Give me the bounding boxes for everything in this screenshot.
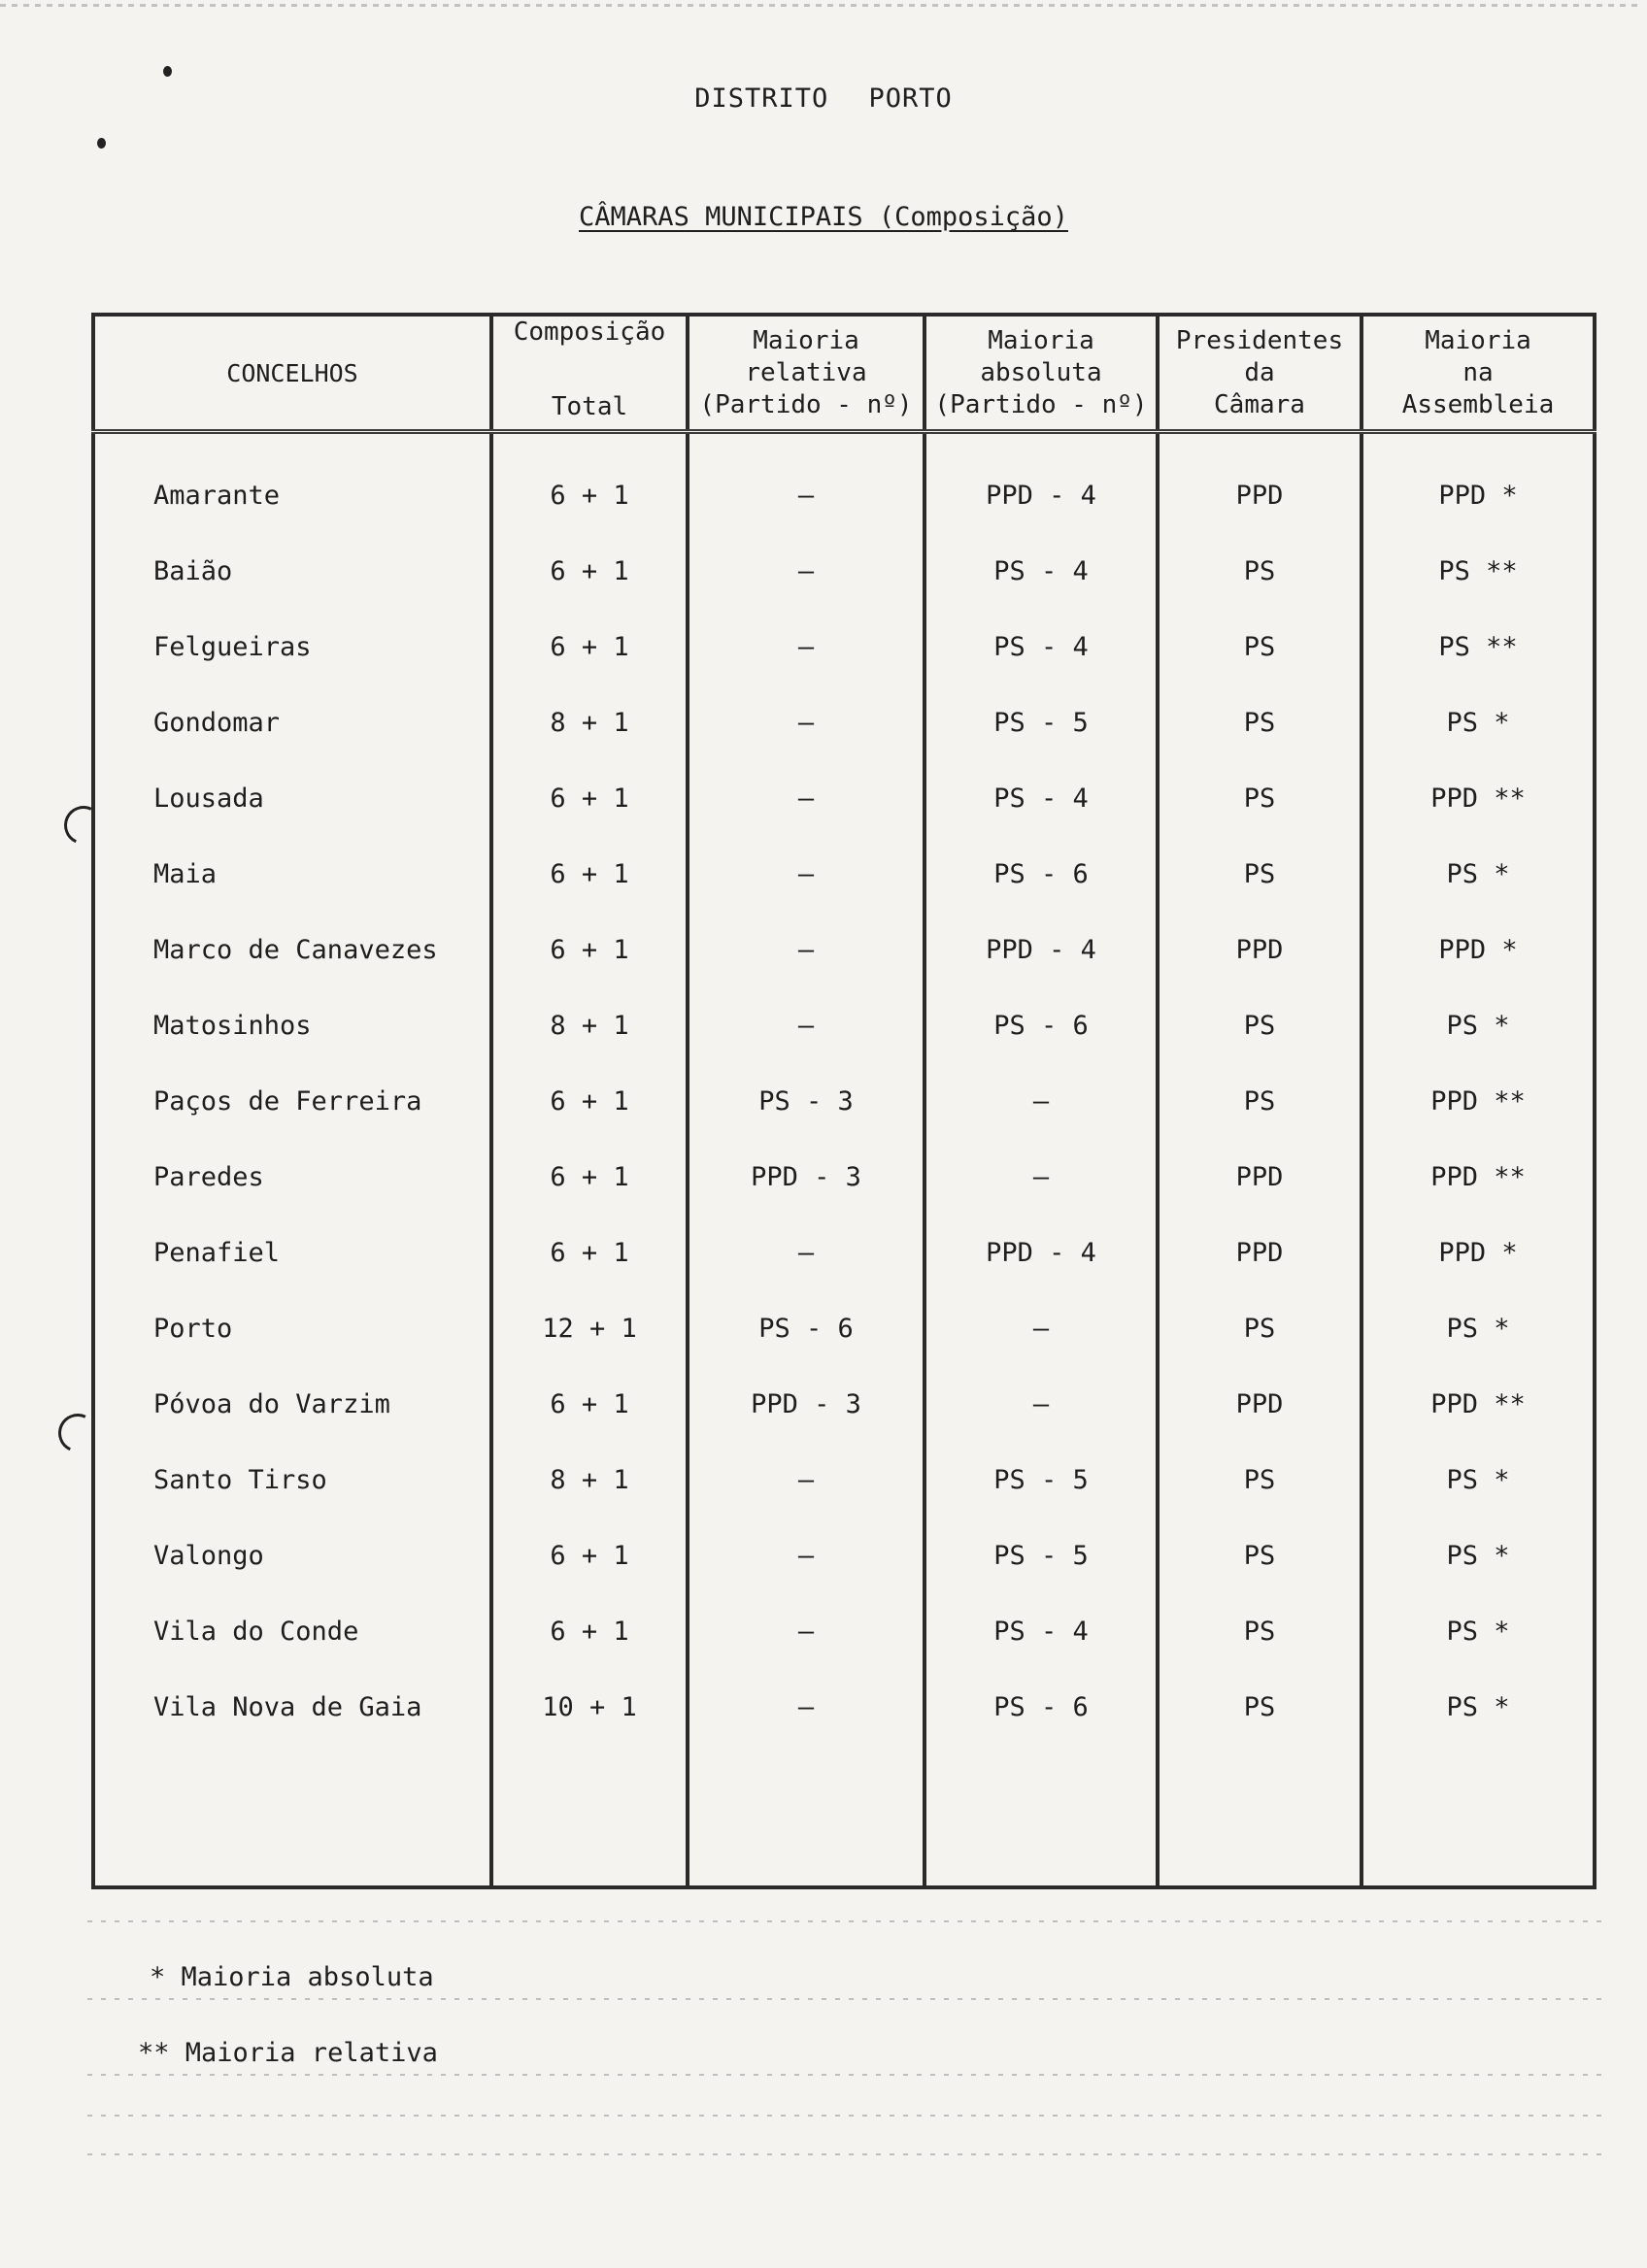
district-name: PORTO xyxy=(868,83,953,114)
cell-maioria-relativa: — xyxy=(688,432,924,534)
cell-concelho: Valongo xyxy=(93,1518,491,1593)
cell-assembleia: PPD ** xyxy=(1430,1388,1526,1419)
column-header-label: (Partido - nº) xyxy=(699,389,913,419)
column-header-label: Composição xyxy=(513,317,666,347)
cell-maioria-absoluta: PS - 5 xyxy=(924,684,1158,760)
cell-maioria-relativa: — xyxy=(688,1442,924,1518)
cell-presidente: PPD xyxy=(1158,1366,1361,1442)
cell-assembleia: PPD * xyxy=(1438,1237,1518,1268)
cell-assembleia: PS * xyxy=(1446,1010,1510,1041)
cell-assembleia: PS ** xyxy=(1438,555,1518,586)
cell-concelho: Paços de Ferreira xyxy=(93,1063,491,1139)
cell-total: 6 + 1 xyxy=(491,912,688,987)
cell-maioria-relativa: PPD - 3 xyxy=(688,1139,924,1215)
cell-presidente: PPD xyxy=(1158,1139,1361,1215)
cell-total: 6 + 1 xyxy=(491,533,688,609)
column-header-presidentes xyxy=(1158,315,1361,432)
column-header-assembleia xyxy=(1361,315,1595,432)
cell-assembleia: PPD ** xyxy=(1430,1161,1526,1192)
page-title xyxy=(0,202,1647,232)
cell-assembleia: PPD * xyxy=(1438,480,1518,511)
table-row xyxy=(93,987,1595,1063)
page-title-text: CÂMARAS MUNICIPAIS (Composição) xyxy=(579,202,1068,232)
cell-concelho: Felgueiras xyxy=(93,609,491,684)
dotted-rule xyxy=(87,2115,1602,2117)
cell-presidente: PS xyxy=(1158,760,1361,836)
empty-cell xyxy=(688,1745,924,1887)
cell-total: 6 + 1 xyxy=(491,1518,688,1593)
cell-concelho: Porto xyxy=(93,1290,491,1366)
table-row xyxy=(93,1518,1595,1593)
cell-maioria-absoluta: PS - 4 xyxy=(924,533,1158,609)
cell-presidente: PS xyxy=(1158,533,1361,609)
table-row xyxy=(93,760,1595,836)
cell-total: 6 + 1 xyxy=(491,760,688,836)
table-row xyxy=(93,1290,1595,1366)
cell-concelho: Gondomar xyxy=(93,684,491,760)
empty-cell xyxy=(93,1745,491,1887)
column-header-label: Maioria xyxy=(753,325,859,355)
cell-total: 6 + 1 xyxy=(491,1366,688,1442)
table-row xyxy=(93,836,1595,912)
cell-presidente: PS xyxy=(1158,1442,1361,1518)
cell-total: 8 + 1 xyxy=(491,1442,688,1518)
composition-table xyxy=(91,313,1597,1889)
cell-total: 6 + 1 xyxy=(491,1063,688,1139)
cell-total: 6 + 1 xyxy=(491,836,688,912)
footnotes xyxy=(138,1940,438,2091)
cell-maioria-relativa: — xyxy=(688,1215,924,1290)
scan-edge-line xyxy=(0,4,1641,7)
table-row xyxy=(93,1139,1595,1215)
column-header-label: Maioria xyxy=(1425,325,1531,355)
column-header-label: da xyxy=(1244,357,1275,387)
cell-maioria-relativa: — xyxy=(688,760,924,836)
column-header-label: relativa xyxy=(745,357,867,387)
cell-assembleia: PPD * xyxy=(1438,934,1518,965)
cell-concelho: Matosinhos xyxy=(93,987,491,1063)
table-header-row xyxy=(93,315,1595,432)
dotted-rule xyxy=(87,2153,1602,2155)
cell-maioria-relativa: — xyxy=(688,836,924,912)
cell-concelho: Amarante xyxy=(93,432,491,534)
cell-maioria-relativa: — xyxy=(688,1669,924,1745)
district-label: DISTRITO xyxy=(694,83,829,114)
cell-maioria-relativa: — xyxy=(688,1518,924,1593)
cell-concelho: Vila Nova de Gaia xyxy=(93,1669,491,1745)
ink-dot xyxy=(163,66,172,77)
table-row xyxy=(93,1669,1595,1745)
cell-concelho: Marco de Canavezes xyxy=(93,912,491,987)
cell-total: 6 + 1 xyxy=(491,1139,688,1215)
cell-total: 6 + 1 xyxy=(491,609,688,684)
cell-concelho: Santo Tirso xyxy=(93,1442,491,1518)
table-empty-row xyxy=(93,1745,1595,1887)
column-header-label: CONCELHOS xyxy=(226,358,358,387)
column-header-label: Total xyxy=(551,392,628,421)
cell-maioria-absoluta: PS - 5 xyxy=(924,1442,1158,1518)
cell-total: 6 + 1 xyxy=(491,1593,688,1669)
empty-cell xyxy=(1361,1745,1595,1887)
cell-assembleia: PS * xyxy=(1446,1540,1510,1571)
column-header-total xyxy=(491,315,688,432)
empty-cell xyxy=(924,1745,1158,1887)
cell-maioria-absoluta: — xyxy=(924,1366,1158,1442)
column-header-label: Maioria xyxy=(988,325,1094,355)
cell-concelho: Vila do Conde xyxy=(93,1593,491,1669)
cell-assembleia: PS * xyxy=(1446,707,1510,738)
cell-maioria-absoluta: PPD - 4 xyxy=(924,1215,1158,1290)
cell-assembleia: PPD ** xyxy=(1430,783,1526,814)
cell-concelho: Maia xyxy=(93,836,491,912)
cell-presidente: PS xyxy=(1158,1290,1361,1366)
table-row xyxy=(93,912,1595,987)
cell-maioria-relativa: PS - 6 xyxy=(688,1290,924,1366)
cell-assembleia: PS ** xyxy=(1438,631,1518,662)
table-row xyxy=(93,1442,1595,1518)
column-header-label: Câmara xyxy=(1214,389,1305,419)
cell-maioria-absoluta: PS - 4 xyxy=(924,1593,1158,1669)
cell-presidente: PPD xyxy=(1158,912,1361,987)
cell-concelho: Paredes xyxy=(93,1139,491,1215)
cell-total: 6 + 1 xyxy=(491,1215,688,1290)
cell-maioria-relativa: — xyxy=(688,1593,924,1669)
cell-presidente: PS xyxy=(1158,836,1361,912)
table-row xyxy=(93,609,1595,684)
cell-presidente: PS xyxy=(1158,1669,1361,1745)
cell-maioria-absoluta: — xyxy=(924,1063,1158,1139)
cell-maioria-relativa: — xyxy=(688,912,924,987)
cell-maioria-absoluta: PS - 4 xyxy=(924,609,1158,684)
column-header-concelhos xyxy=(93,315,491,432)
cell-total: 6 + 1 xyxy=(491,432,688,534)
cell-maioria-relativa: — xyxy=(688,684,924,760)
table-row xyxy=(93,1593,1595,1669)
cell-assembleia: PS * xyxy=(1446,1464,1510,1495)
cell-total: 8 + 1 xyxy=(491,684,688,760)
cell-maioria-absoluta: — xyxy=(924,1139,1158,1215)
cell-presidente: PS xyxy=(1158,1518,1361,1593)
cell-maioria-absoluta: PS - 6 xyxy=(924,987,1158,1063)
column-header-label: Presidentes xyxy=(1175,325,1344,355)
cell-assembleia: PS * xyxy=(1446,1313,1510,1344)
cell-assembleia: PS * xyxy=(1446,858,1510,889)
cell-maioria-absoluta: PS - 6 xyxy=(924,836,1158,912)
empty-cell xyxy=(1158,1745,1361,1887)
table-row xyxy=(93,432,1595,534)
cell-presidente: PS xyxy=(1158,684,1361,760)
cell-presidente: PPD xyxy=(1158,432,1361,534)
cell-concelho: Penafiel xyxy=(93,1215,491,1290)
cell-assembleia: PS * xyxy=(1446,1616,1510,1647)
cell-concelho: Lousada xyxy=(93,760,491,836)
cell-total: 12 + 1 xyxy=(491,1290,688,1366)
cell-maioria-relativa: — xyxy=(688,533,924,609)
cell-maioria-absoluta: PPD - 4 xyxy=(924,912,1158,987)
cell-maioria-relativa: — xyxy=(688,609,924,684)
cell-maioria-relativa: PPD - 3 xyxy=(688,1366,924,1442)
cell-maioria-absoluta: PS - 4 xyxy=(924,760,1158,836)
table-row xyxy=(93,684,1595,760)
column-header-label: (Partido - nº) xyxy=(934,389,1148,419)
table-row xyxy=(93,1215,1595,1290)
cell-maioria-absoluta: PS - 5 xyxy=(924,1518,1158,1593)
column-header-label: na xyxy=(1462,357,1494,387)
cell-maioria-absoluta: PPD - 4 xyxy=(924,432,1158,534)
cell-total: 8 + 1 xyxy=(491,987,688,1063)
cell-maioria-relativa: — xyxy=(688,987,924,1063)
table-row xyxy=(93,1366,1595,1442)
column-header-maioria-relativa xyxy=(688,315,924,432)
cell-assembleia: PPD ** xyxy=(1430,1085,1526,1117)
empty-cell xyxy=(491,1745,688,1887)
cell-presidente: PS xyxy=(1158,1593,1361,1669)
cell-maioria-absoluta: PS - 6 xyxy=(924,1669,1158,1745)
cell-maioria-absoluta: — xyxy=(924,1290,1158,1366)
cell-presidente: PS xyxy=(1158,609,1361,684)
cell-maioria-relativa: PS - 3 xyxy=(688,1063,924,1139)
cell-total: 10 + 1 xyxy=(491,1669,688,1745)
cell-presidente: PPD xyxy=(1158,1215,1361,1290)
cell-presidente: PS xyxy=(1158,1063,1361,1139)
table-row xyxy=(93,1063,1595,1139)
column-header-label: absoluta xyxy=(980,357,1102,387)
cell-assembleia: PS * xyxy=(1446,1691,1510,1722)
cell-concelho: Póvoa do Varzim xyxy=(93,1366,491,1442)
table-row xyxy=(93,533,1595,609)
column-header-label: Assembleia xyxy=(1401,389,1555,419)
cell-presidente: PS xyxy=(1158,987,1361,1063)
footnote-double-asterisk: ** Maioria relativa xyxy=(138,2038,438,2068)
dotted-rule xyxy=(87,1920,1602,1922)
footnote-single-asterisk: * Maioria absoluta xyxy=(150,1962,434,1992)
district-heading xyxy=(0,83,1647,114)
cell-concelho: Baião xyxy=(93,533,491,609)
ink-dot xyxy=(97,138,106,149)
column-header-maioria-absoluta xyxy=(924,315,1158,432)
